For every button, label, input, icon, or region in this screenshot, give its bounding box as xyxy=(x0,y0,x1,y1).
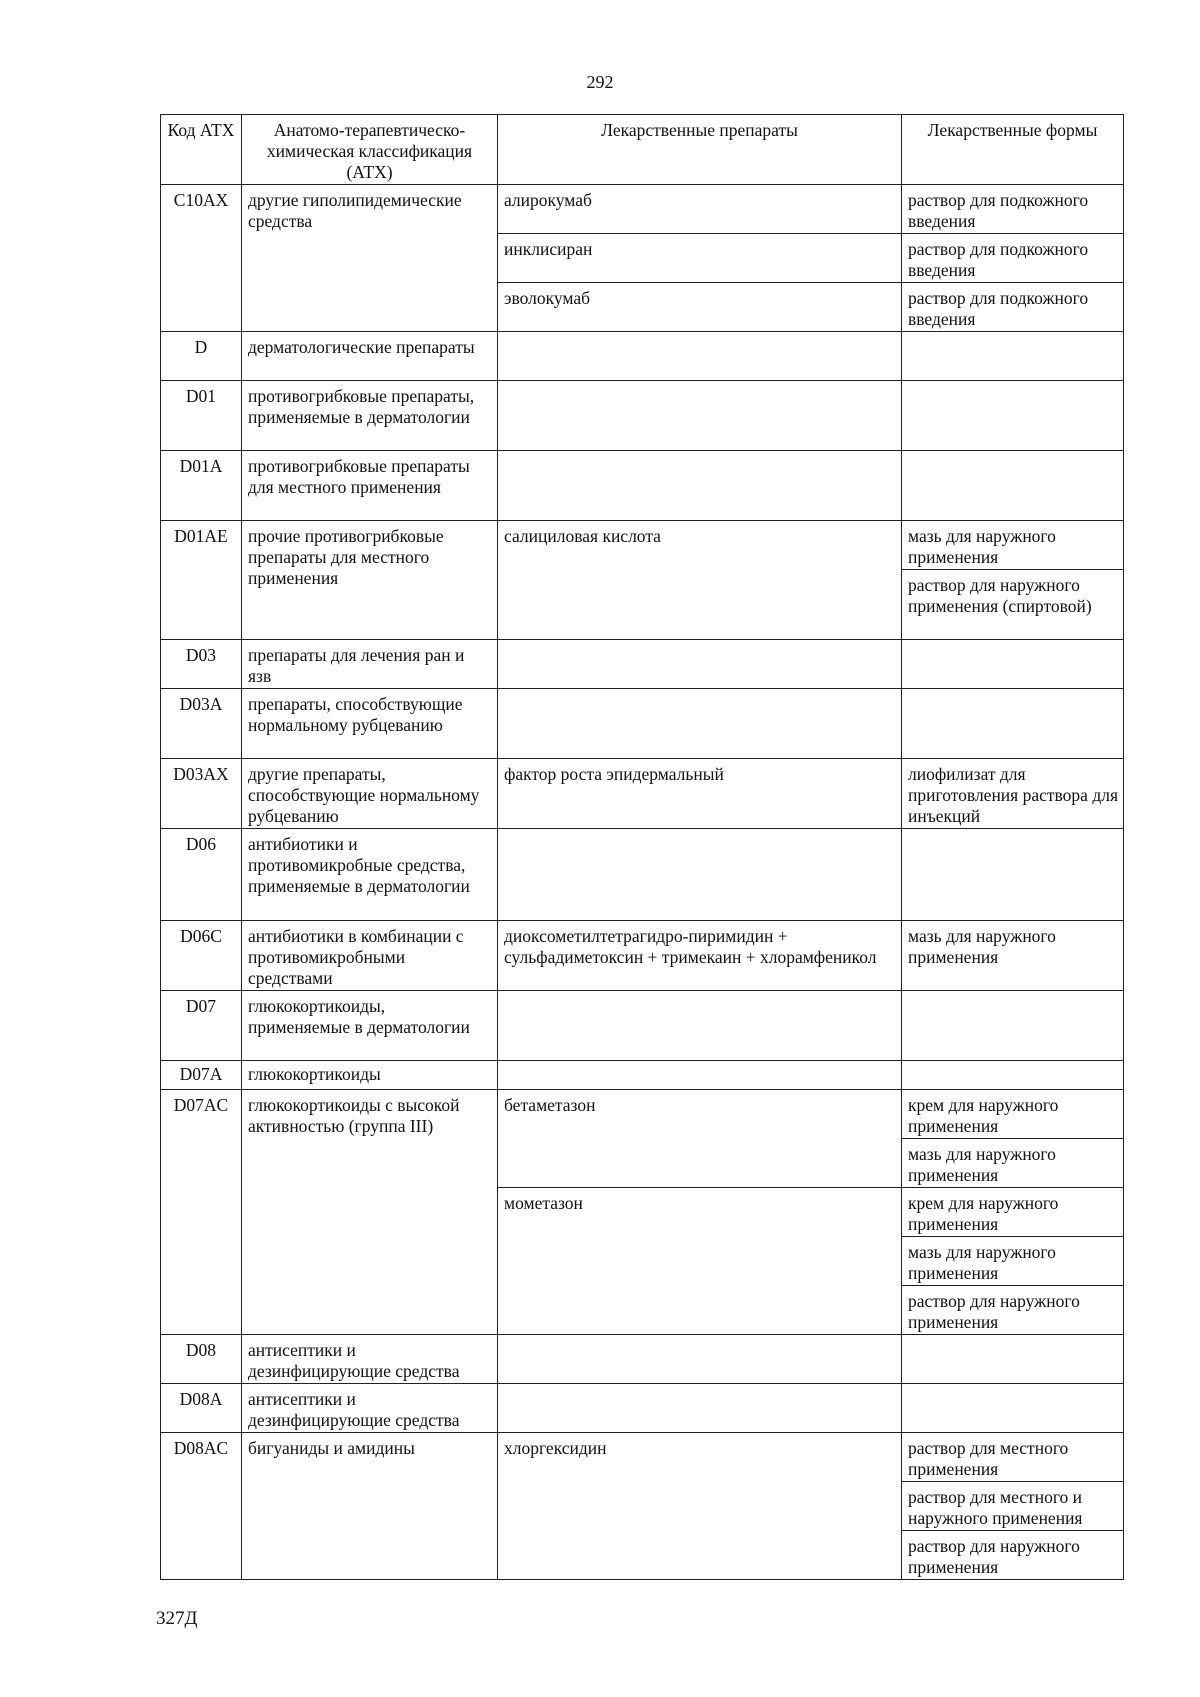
dosage-form xyxy=(902,381,1124,451)
atc-code: D01AE xyxy=(161,521,242,640)
dosage-form: раствор для наружного применения xyxy=(902,1531,1124,1580)
atc-code: D08AC xyxy=(161,1433,242,1580)
atc-classification: антисептики и дезинфицирующие средства xyxy=(242,1335,498,1384)
table-row xyxy=(161,381,1124,451)
drug-name: алирокумаб xyxy=(498,185,902,234)
atc-code: D xyxy=(161,332,242,381)
atc-classification: прочие противогрибковые препараты для местного применения xyxy=(242,521,498,640)
table-row xyxy=(161,1090,1124,1139)
drug-name: бетаметазон xyxy=(498,1090,902,1188)
table-row xyxy=(161,689,1124,759)
document-id-footer: 327Д xyxy=(156,1608,198,1629)
dosage-form: раствор для наружного применения xyxy=(902,1286,1124,1335)
dosage-form xyxy=(902,332,1124,381)
atc-code: D03 xyxy=(161,640,242,689)
drug-name: салициловая кислота xyxy=(498,521,902,640)
atc-classification: антибиотики в комбинации с противомикробными средствами xyxy=(242,921,498,991)
table-row xyxy=(161,829,1124,921)
drug-name xyxy=(498,1384,902,1433)
atc-classification: глюкокортикоиды, применяемые в дерматологии xyxy=(242,991,498,1061)
dosage-form xyxy=(902,689,1124,759)
drug-name: мометазон xyxy=(498,1188,902,1335)
drug-name xyxy=(498,1061,902,1090)
table-row xyxy=(161,1433,1124,1482)
table-row xyxy=(161,332,1124,381)
atc-classification: противогрибковые препараты, применяемые в дерматологии xyxy=(242,381,498,451)
dosage-form: раствор для подкожного введения xyxy=(902,234,1124,283)
atc-code: D07AC xyxy=(161,1090,242,1335)
drug-name: диоксометилтетрагидро-пиримидин + сульфадиметоксин + тримекаин + хлорамфеникол xyxy=(498,921,902,991)
atc-code: C10AX xyxy=(161,185,242,332)
drug-name xyxy=(498,991,902,1061)
atc-classification: другие гиполипидемические средства xyxy=(242,185,498,332)
drug-name xyxy=(498,332,902,381)
atc-code: D07 xyxy=(161,991,242,1061)
dosage-form: раствор для местного применения xyxy=(902,1433,1124,1482)
dosage-form xyxy=(902,1061,1124,1090)
table-row xyxy=(161,921,1124,991)
atc-classification: антибиотики и противомикробные средства, применяемые в дерматологии xyxy=(242,829,498,921)
dosage-form xyxy=(902,829,1124,921)
table-row xyxy=(161,1061,1124,1090)
table-row xyxy=(161,185,1124,234)
dosage-form xyxy=(902,1335,1124,1384)
atc-classification: дерматологические препараты xyxy=(242,332,498,381)
dosage-form: мазь для наружного применения xyxy=(902,521,1124,570)
dosage-form xyxy=(902,1384,1124,1433)
atc-classification: препараты для лечения ран и язв xyxy=(242,640,498,689)
table-row xyxy=(161,1384,1124,1433)
dosage-form xyxy=(902,640,1124,689)
table-row xyxy=(161,640,1124,689)
header-drugs: Лекарственные препараты xyxy=(498,115,902,185)
drug-name: эволокумаб xyxy=(498,283,902,332)
table-row xyxy=(161,1335,1124,1384)
table-header-row xyxy=(161,115,1124,185)
drug-name xyxy=(498,829,902,921)
dosage-form: крем для наружного применения xyxy=(902,1090,1124,1139)
drug-name: фактор роста эпидермальный xyxy=(498,759,902,829)
dosage-form: мазь для наружного применения xyxy=(902,1237,1124,1286)
header-forms: Лекарственные формы xyxy=(902,115,1124,185)
atc-classification: препараты, способствующие нормальному рубцеванию xyxy=(242,689,498,759)
dosage-form: раствор для местного и наружного применения xyxy=(902,1482,1124,1531)
atc-drug-table xyxy=(160,114,1124,1580)
atc-classification: глюкокортикоиды с высокой активностью (группа III) xyxy=(242,1090,498,1335)
atc-code: D07A xyxy=(161,1061,242,1090)
dosage-form: мазь для наружного применения xyxy=(902,1139,1124,1188)
dosage-form: крем для наружного применения xyxy=(902,1188,1124,1237)
atc-code: D01A xyxy=(161,451,242,521)
dosage-form: мазь для наружного применения xyxy=(902,921,1124,991)
atc-code: D01 xyxy=(161,381,242,451)
drug-name xyxy=(498,640,902,689)
dosage-form xyxy=(902,451,1124,521)
dosage-form xyxy=(902,991,1124,1061)
header-code: Код АТХ xyxy=(161,115,242,185)
drug-name: инклисиран xyxy=(498,234,902,283)
atc-code: D08 xyxy=(161,1335,242,1384)
table-row xyxy=(161,759,1124,829)
table-row xyxy=(161,991,1124,1061)
atc-code: D06C xyxy=(161,921,242,991)
table-row xyxy=(161,451,1124,521)
drug-name xyxy=(498,1335,902,1384)
drug-name xyxy=(498,451,902,521)
drug-name xyxy=(498,689,902,759)
atc-classification: антисептики и дезинфицирующие средства xyxy=(242,1384,498,1433)
atc-code: D08A xyxy=(161,1384,242,1433)
atc-classification: противогрибковые препараты для местного применения xyxy=(242,451,498,521)
drug-name: хлоргексидин xyxy=(498,1433,902,1580)
atc-classification: бигуаниды и амидины xyxy=(242,1433,498,1580)
atc-classification: другие препараты, способствующие нормальному рубцеванию xyxy=(242,759,498,829)
dosage-form: раствор для подкожного введения xyxy=(902,283,1124,332)
atc-code: D03A xyxy=(161,689,242,759)
drug-name xyxy=(498,381,902,451)
dosage-form: раствор для наружного применения (спиртовой) xyxy=(902,570,1124,640)
page-number: 292 xyxy=(586,72,614,92)
header-classification: Анатомо-терапевтическо-химическая классификация (АТХ) xyxy=(242,115,498,185)
table-row xyxy=(161,521,1124,570)
atc-classification: глюкокортикоиды xyxy=(242,1061,498,1090)
dosage-form: раствор для подкожного введения xyxy=(902,185,1124,234)
atc-code: D03AX xyxy=(161,759,242,829)
atc-code: D06 xyxy=(161,829,242,921)
dosage-form: лиофилизат для приготовления раствора для инъекций xyxy=(902,759,1124,829)
